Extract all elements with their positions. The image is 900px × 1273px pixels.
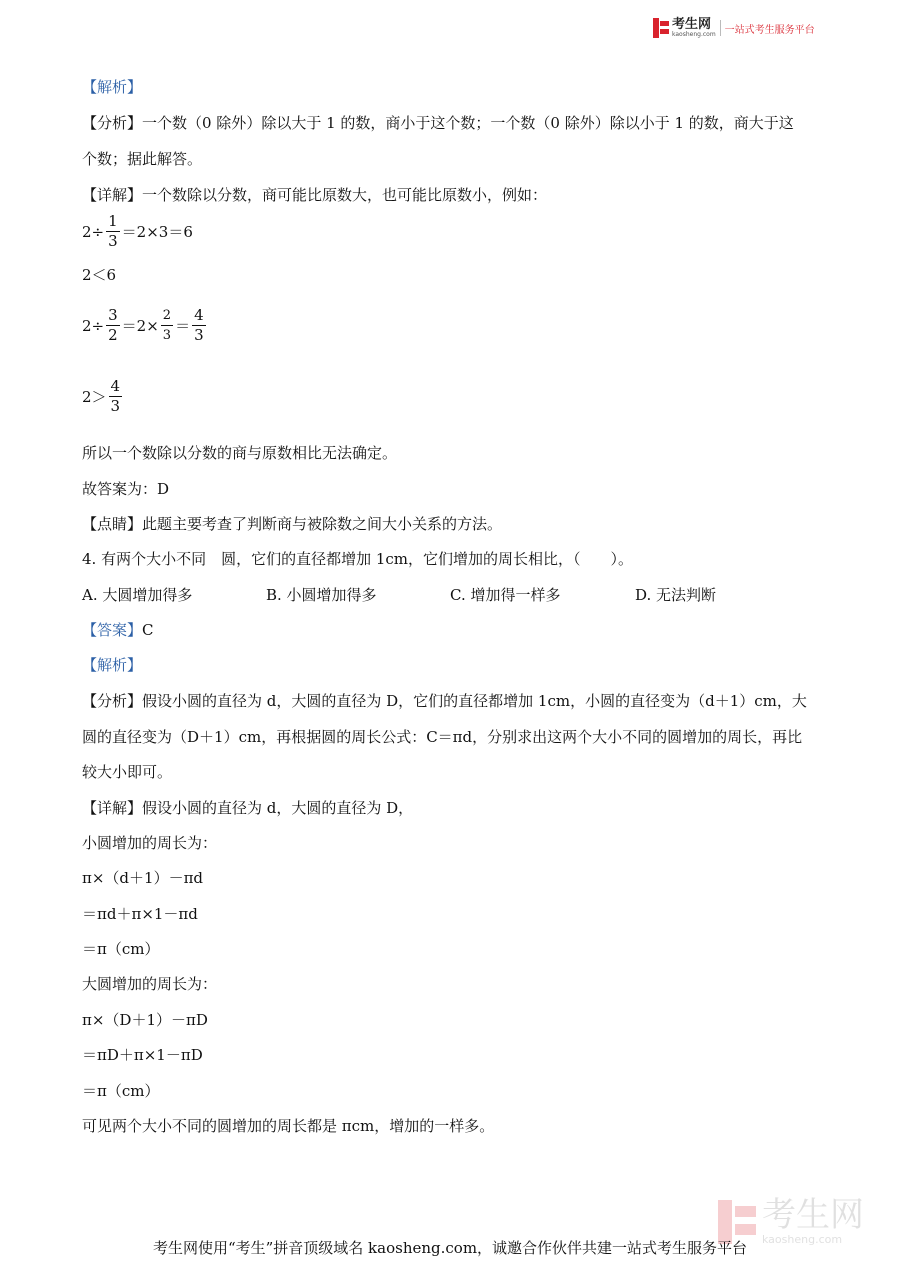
- equation-2: [82, 306, 208, 345]
- comparison-2: [82, 377, 124, 416]
- eq1-fraction: [106, 212, 120, 251]
- q4-stem: 4. 有两个大小不同 圆，它们的直径都增加 1cm，它们增加的周长相比，（ ）。: [82, 550, 634, 568]
- q4-option-c[interactable]: C. 增加得一样多: [450, 586, 561, 604]
- logo-slogan: 一站式考生服务平台: [724, 24, 815, 36]
- eq2-fraction-2: [161, 306, 173, 345]
- q4-small-step2: ＝πd＋π×1－πd: [82, 905, 198, 923]
- eq2-equals: ＝: [175, 317, 191, 335]
- eq1-prefix: 2÷: [82, 222, 105, 241]
- eq2-f1-denominator: 2: [108, 326, 118, 344]
- sec1-conclusion: 所以一个数除以分数的商与原数相比无法确定。: [82, 444, 398, 462]
- eq2-f1-numerator: 3: [108, 306, 118, 324]
- logo-divider: [720, 20, 721, 36]
- footer-text: 考生网使用“考生”拼音顶级域名 kaosheng.com，诚邀合作伙伴共建一站式考生服务平台: [152, 1239, 748, 1257]
- cmp2-prefix: 2＞: [82, 388, 107, 406]
- sec1-analysis-line1: 【分析】一个数（0 除外）除以大于 1 的数，商小于这个数；一个数（0 除外）除以小于 1 的数，商大于这: [82, 114, 794, 132]
- eq2-prefix: 2÷: [82, 316, 105, 335]
- q4-answer-tag: 【答案】: [82, 621, 143, 639]
- q4-answer: [82, 620, 154, 640]
- logo-domain: kaosheng.com: [672, 31, 716, 38]
- q4-small-step1: π×（d＋1）－πd: [82, 869, 204, 887]
- q4-analysis-line3: 较大小即可。: [82, 763, 173, 781]
- eq2-f2-denominator: 3: [162, 328, 172, 343]
- q4-answer-value: C: [142, 621, 154, 639]
- q4-big-title: 大圆增加的周长为：: [82, 975, 218, 993]
- sec1-analysis-line2: 个数；据此解答。: [82, 150, 203, 168]
- eq2-mid: ＝2×: [121, 317, 159, 335]
- header-logo[interactable]: [653, 18, 815, 38]
- cmp2-fraction: [109, 377, 123, 416]
- q4-big-step1: π×（D＋1）－πD: [82, 1011, 208, 1029]
- logo-text: 考生网: [672, 17, 712, 32]
- q4-analysis-line1: 【分析】假设小圆的直径为 d，大圆的直径为 D，它们的直径都增加 1cm，小圆的直径变为（d＋1）cm，大: [82, 692, 807, 710]
- sec1-detail-intro: 【详解】一个数除以分数，商可能比原数大，也可能比原数小，例如：: [82, 186, 548, 204]
- logo-icon: [653, 18, 669, 38]
- sec1-dianjing: 【点睛】此题主要考查了判断商与被除数之间大小关系的方法。: [82, 515, 503, 533]
- sec1-jiexi-heading: 【解析】: [82, 78, 143, 96]
- eq2-f3-numerator: 4: [194, 306, 204, 324]
- q4-conclusion: 可见两个大小不同的圆增加的周长都是 πcm，增加的一样多。: [82, 1117, 495, 1135]
- eq1-denominator: 3: [108, 232, 118, 250]
- eq2-f3-denominator: 3: [194, 326, 204, 344]
- sec1-answer: 故答案为：D: [82, 480, 170, 498]
- watermark-text: 考生网: [762, 1195, 864, 1235]
- eq1-numerator: 1: [108, 212, 118, 230]
- q4-big-step2: ＝πD＋π×1－πD: [82, 1046, 203, 1064]
- q4-big-step3: ＝π（cm）: [82, 1082, 160, 1100]
- q4-jiexi-heading: 【解析】: [82, 656, 143, 674]
- eq1-rest: ＝2×3＝6: [121, 223, 193, 241]
- equation-1: [82, 212, 193, 251]
- q4-option-b[interactable]: B. 小圆增加得多: [266, 586, 377, 604]
- q4-analysis-line2: 圆的直径变为（D＋1）cm，再根据圆的周长公式：C＝πd，分别求出这两个大小不同的圆增加的周长，再比: [82, 728, 803, 746]
- cmp2-denominator: 3: [110, 397, 121, 415]
- comparison-1: 2＜6: [82, 266, 117, 284]
- eq2-fraction-3: [192, 306, 206, 345]
- q4-small-step3: ＝π（cm）: [82, 940, 160, 958]
- q4-small-title: 小圆增加的周长为：: [82, 834, 218, 852]
- cmp2-numerator: 4: [110, 377, 121, 395]
- watermark-domain: kaosheng.com: [762, 1233, 843, 1246]
- q4-option-a[interactable]: A. 大圆增加得多: [82, 586, 193, 604]
- q4-detail-intro: 【详解】假设小圆的直径为 d，大圆的直径为 D，: [82, 799, 414, 817]
- eq2-fraction-1: [106, 306, 120, 345]
- eq2-f2-numerator: 2: [161, 306, 173, 326]
- q4-option-d[interactable]: D. 无法判断: [635, 586, 717, 604]
- logo-wordmark: [672, 18, 716, 38]
